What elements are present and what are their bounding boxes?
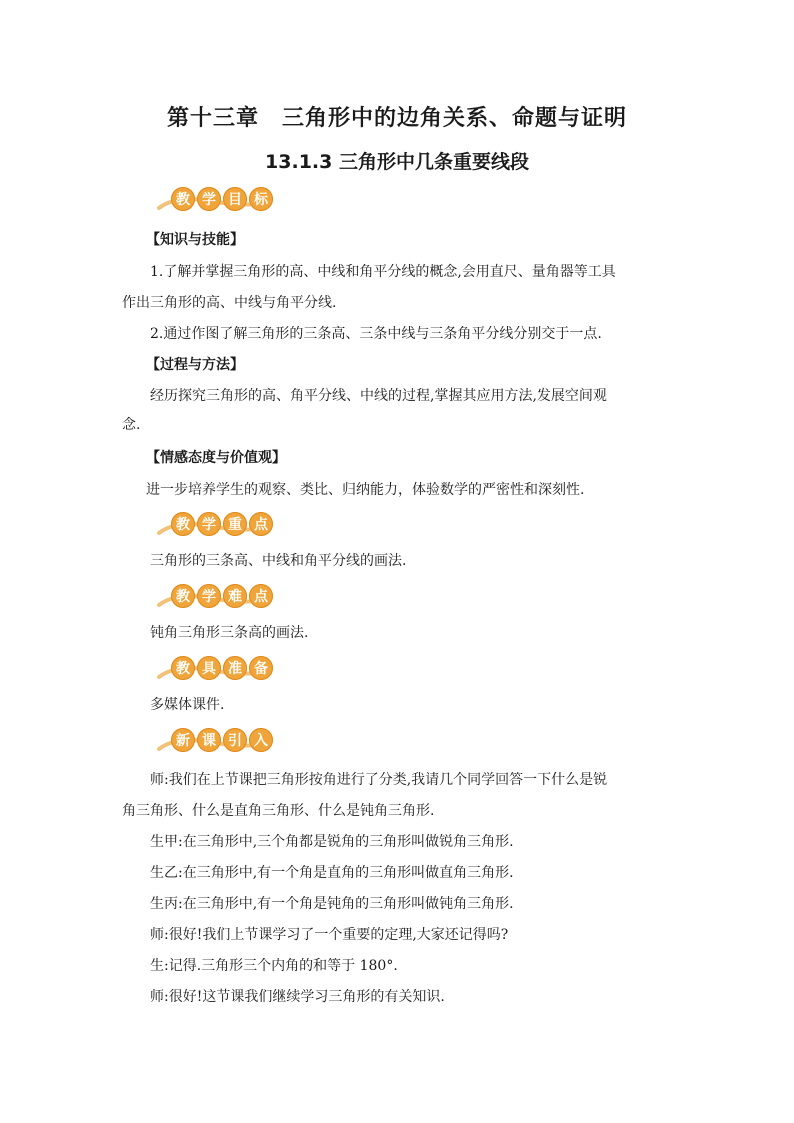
badge-char: 入 xyxy=(249,728,273,752)
chapter-title: 第十三章 三角形中的边角关系、命题与证明 xyxy=(166,106,627,131)
process-text-a: 经历探究三角形的高、角平分线、中线的过程,掌握其应用方法,发展空间观 xyxy=(150,388,607,404)
badge-char: 学 xyxy=(197,512,221,536)
badge-char: 重 xyxy=(223,512,247,536)
badge-tools xyxy=(157,655,275,681)
emotion-heading: 【情感态度与价值观】 xyxy=(146,450,286,466)
badge-char: 点 xyxy=(249,584,273,608)
badge-char: 教 xyxy=(171,584,195,608)
badge-char: 点 xyxy=(249,512,273,536)
knowledge-item-1b: 作出三角形的高、中线与角平分线. xyxy=(122,295,337,311)
badge-difficulties xyxy=(157,583,275,609)
badge-char: 教 xyxy=(171,512,195,536)
badge-char: 引 xyxy=(223,728,247,752)
intro-line-7: 师:很好!这节课我们继续学习三角形的有关知识. xyxy=(150,989,445,1005)
difficulties-text: 钝角三角形三条高的画法. xyxy=(150,625,309,641)
badge-char: 学 xyxy=(197,187,221,211)
intro-line-4: 生丙:在三角形中,有一个角是钝角的三角形叫做钝角三角形. xyxy=(150,896,514,912)
key-points-text: 三角形的三条高、中线和角平分线的画法. xyxy=(150,553,407,569)
badge-char: 学 xyxy=(197,584,221,608)
badge-char: 难 xyxy=(223,584,247,608)
section-title: 13.1.3 三角形中几条重要线段 xyxy=(265,151,529,173)
badge-char: 教 xyxy=(171,187,195,211)
tools-text: 多媒体课件. xyxy=(150,697,225,713)
intro-line-5: 师:很好!我们上节课学习了一个重要的定理,大家还记得吗? xyxy=(150,927,509,943)
badge-char: 准 xyxy=(223,656,247,680)
badge-char: 标 xyxy=(249,187,273,211)
badge-char: 教 xyxy=(171,656,195,680)
intro-line-6: 生:记得.三角形三个内角的和等于 180°. xyxy=(150,958,398,974)
knowledge-heading: 【知识与技能】 xyxy=(146,232,244,248)
badge-char: 课 xyxy=(197,728,221,752)
badge-teaching-goals xyxy=(157,186,275,212)
process-text-b: 念. xyxy=(122,417,141,433)
knowledge-item-1a: 1.了解并掌握三角形的高、中线和角平分线的概念,会用直尺、量角器等工具 xyxy=(150,264,616,280)
badge-char: 备 xyxy=(249,656,273,680)
intro-line-3: 生乙:在三角形中,有一个角是直角的三角形叫做直角三角形. xyxy=(150,865,514,881)
badge-key-points xyxy=(157,511,275,537)
intro-line-2: 生甲:在三角形中,三个角都是锐角的三角形叫做锐角三角形. xyxy=(150,834,514,850)
intro-line-1a: 师:我们在上节课把三角形按角进行了分类,我请几个同学回答一下什么是锐 xyxy=(150,772,608,788)
emotion-text: 进一步培养学生的观察、类比、归纳能力，体验数学的严密性和深刻性. xyxy=(146,482,585,498)
process-heading: 【过程与方法】 xyxy=(146,357,244,373)
badge-char: 新 xyxy=(171,728,195,752)
badge-char: 目 xyxy=(223,187,247,211)
intro-line-1b: 角三角形、什么是直角三角形、什么是钝角三角形. xyxy=(122,803,435,819)
badge-char: 具 xyxy=(197,656,221,680)
knowledge-item-2: 2.通过作图了解三角形的三条高、三条中线与三条角平分线分别交于一点. xyxy=(150,326,602,342)
badge-intro xyxy=(157,727,275,753)
